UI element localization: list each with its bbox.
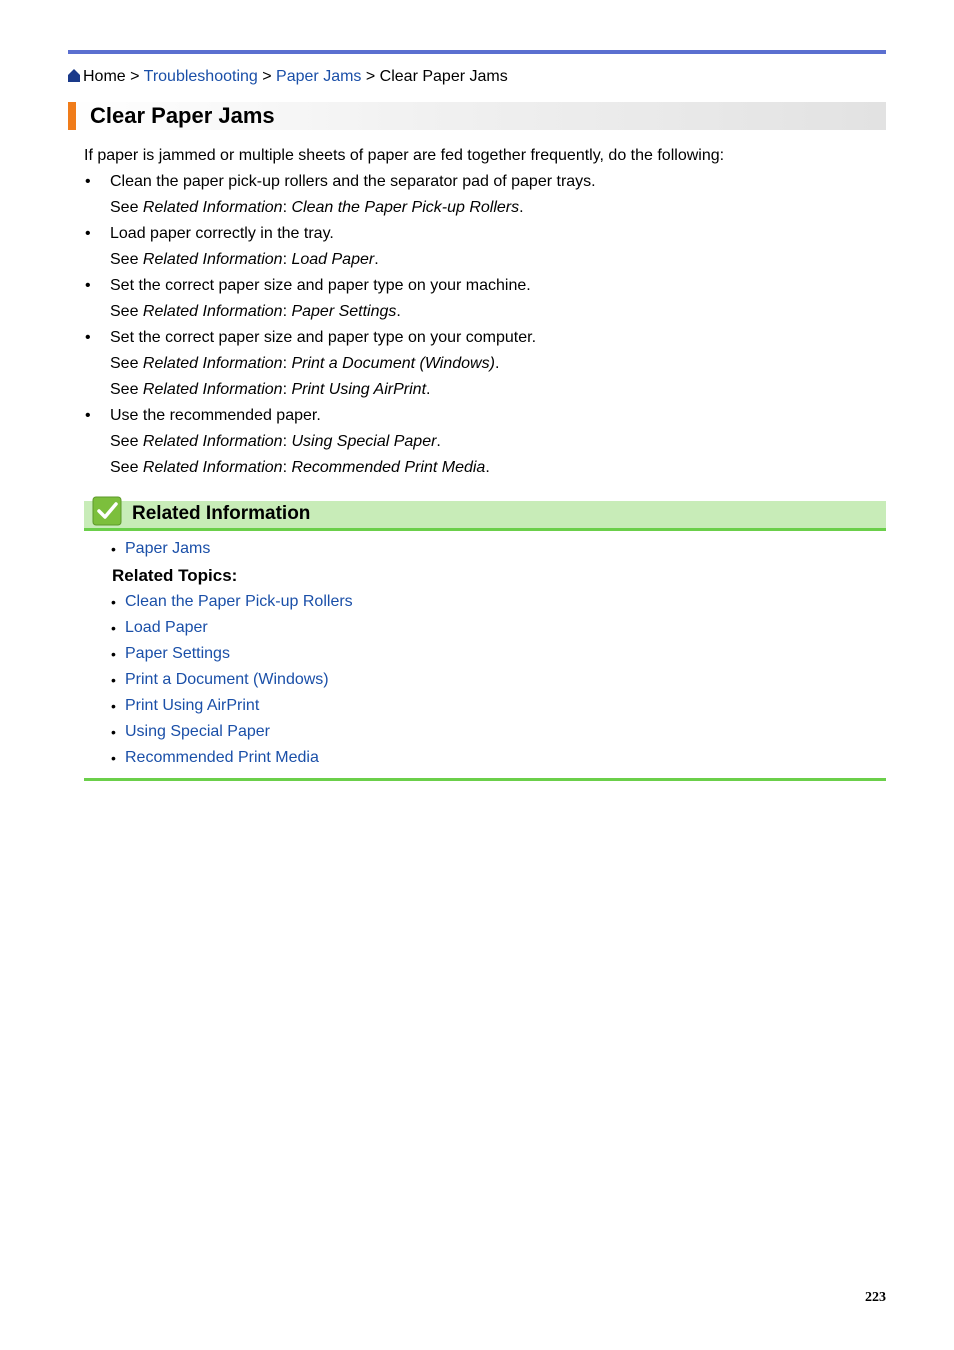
bullet: • (111, 724, 116, 740)
see-reference: See Related Information: Load Paper. (110, 251, 379, 268)
bullet: • (85, 225, 91, 242)
related-topic-link[interactable]: Load Paper (125, 619, 208, 636)
title-bar (68, 102, 886, 130)
see-reference: See Related Information: Paper Settings. (110, 303, 401, 320)
bullet: • (111, 750, 116, 766)
breadcrumb-current: Clear Paper Jams (379, 68, 508, 85)
title-accent (68, 102, 76, 130)
step-text: Use the recommended paper. (110, 407, 321, 424)
related-topic-link[interactable]: Clean the Paper Pick-up Rollers (125, 593, 353, 610)
step-text: Set the correct paper size and paper type on your machine. (110, 277, 531, 294)
breadcrumb-link-troubleshooting[interactable]: Troubleshooting (143, 68, 258, 85)
bullet: • (111, 698, 116, 714)
related-topic-link[interactable]: Recommended Print Media (125, 749, 319, 766)
breadcrumb (68, 67, 508, 87)
breadcrumb-home[interactable]: Home (83, 68, 126, 85)
bullet: • (111, 594, 116, 610)
breadcrumb-separator: > (262, 68, 272, 85)
bullet: • (85, 407, 91, 424)
related-information-bottom-rule (84, 778, 886, 781)
step-text: Set the correct paper size and paper type on your computer. (110, 329, 537, 346)
related-topics-label: Related Topics: (112, 566, 238, 585)
related-information-title: Related Information (132, 503, 311, 524)
page-number: 223 (865, 1290, 886, 1305)
top-rule (68, 50, 886, 54)
bullet: • (85, 173, 91, 190)
bullet: • (111, 672, 116, 688)
related-topic-link[interactable]: Print Using AirPrint (125, 697, 260, 714)
step-text: Load paper correctly in the tray. (110, 225, 334, 242)
see-reference: See Related Information: Clean the Paper Pick-up Rollers. (110, 199, 524, 216)
intro-text: If paper is jammed or multiple sheets of paper are fed together frequently, do the following: (84, 147, 725, 164)
see-reference: See Related Information: Recommended Print Media. (110, 459, 490, 476)
related-topic-link[interactable]: Paper Settings (125, 645, 230, 662)
related-information-header (84, 501, 886, 531)
checkmark-icon (92, 496, 122, 526)
page-title: Clear Paper Jams (90, 103, 275, 128)
step-text: Clean the paper pick-up rollers and the separator pad of paper trays. (110, 173, 596, 190)
see-reference: See Related Information: Using Special Paper. (110, 433, 441, 450)
breadcrumb-separator: > (365, 68, 376, 85)
related-parent-link[interactable]: Paper Jams (125, 540, 211, 557)
bullet: • (111, 646, 116, 662)
bullet: • (85, 277, 91, 294)
bullet: • (85, 329, 91, 346)
related-topic-link[interactable]: Print a Document (Windows) (125, 671, 329, 688)
bullet: • (111, 620, 116, 636)
bullet: • (111, 541, 116, 557)
breadcrumb-link-paper-jams[interactable]: Paper Jams (276, 68, 362, 85)
see-reference: See Related Information: Print Using AirPrint. (110, 381, 431, 398)
home-icon[interactable] (68, 69, 80, 82)
see-reference: See Related Information: Print a Document (Windows). (110, 355, 500, 372)
breadcrumb-separator: > (130, 68, 140, 85)
related-topic-link[interactable]: Using Special Paper (125, 723, 270, 740)
